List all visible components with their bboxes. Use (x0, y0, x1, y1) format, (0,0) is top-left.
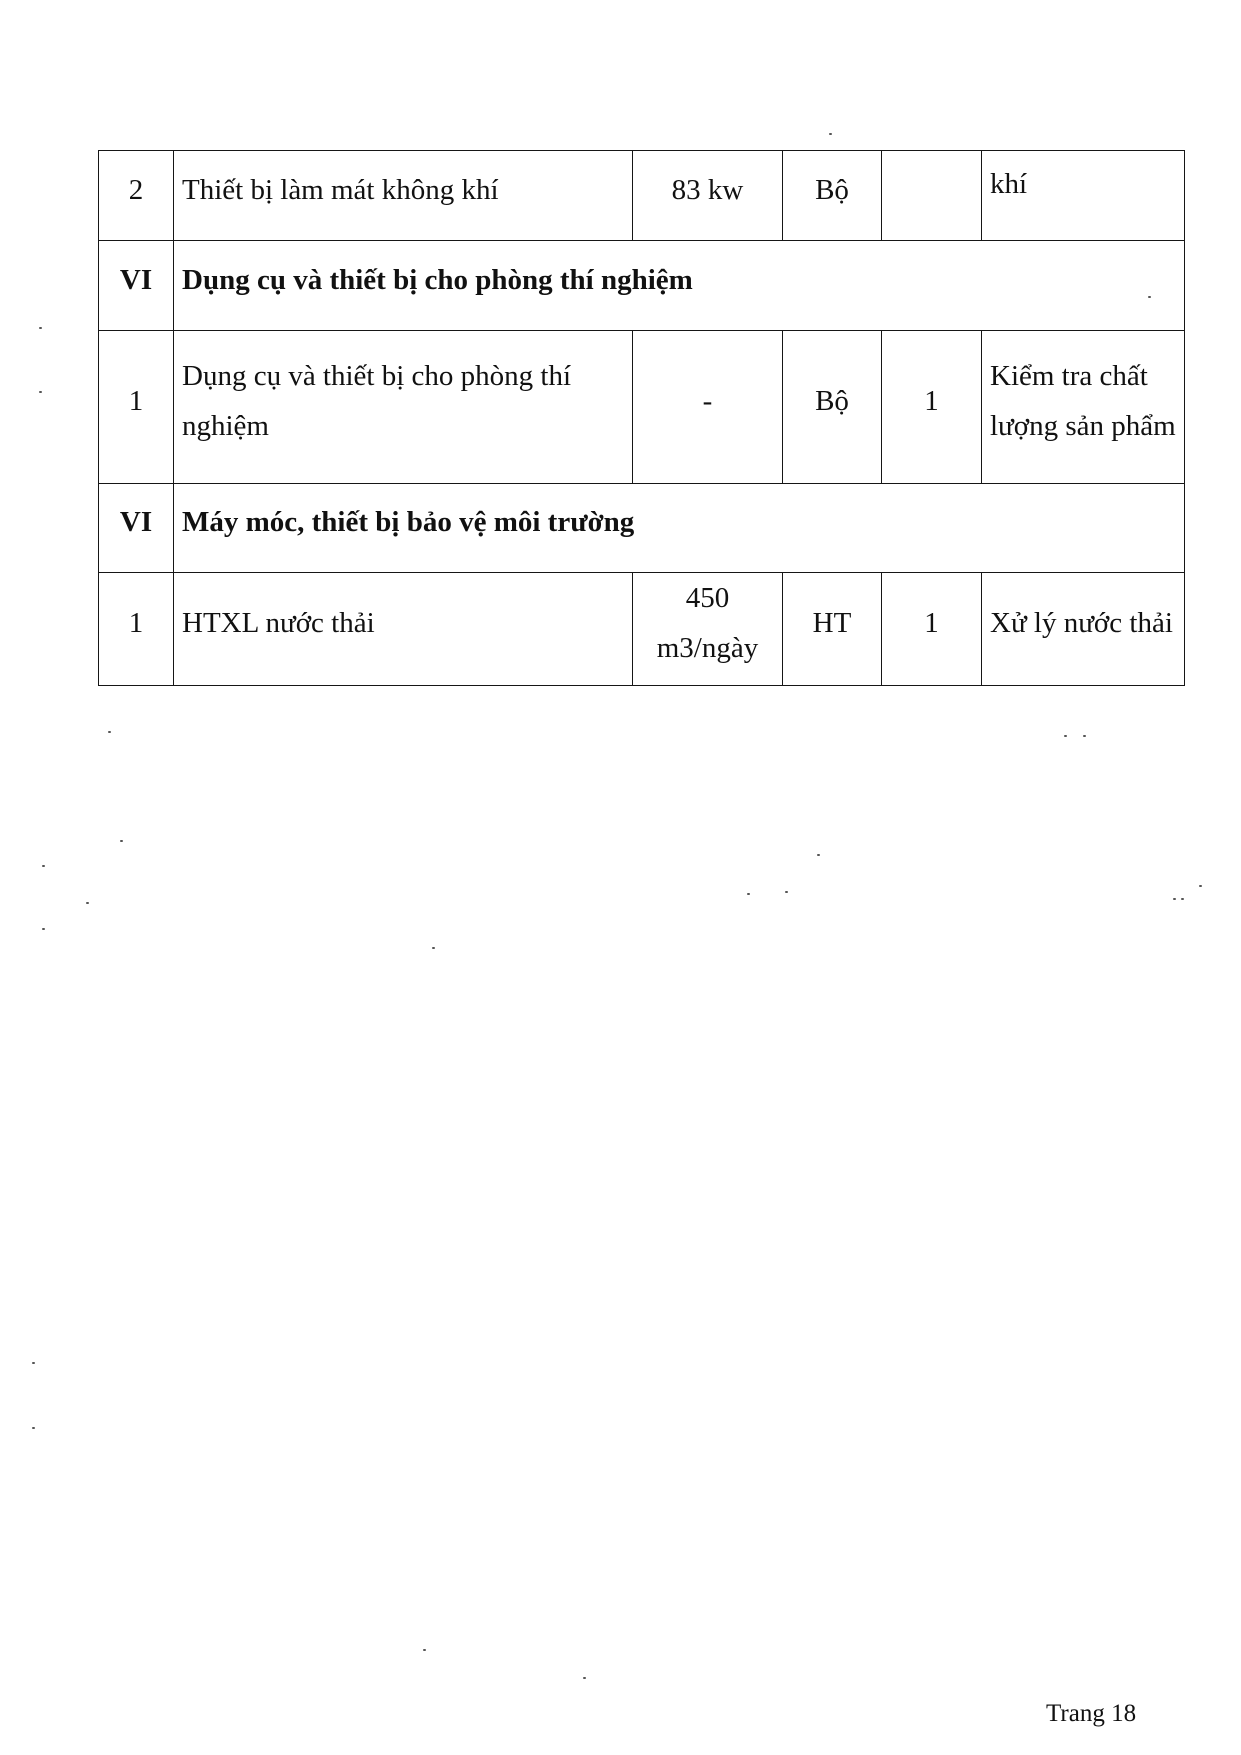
scan-speck (39, 327, 42, 329)
section-row (99, 484, 1185, 573)
cell-no: 1 (99, 331, 174, 484)
scan-speck (1173, 898, 1176, 900)
cell-name: Thiết bị làm mát không khí (174, 151, 633, 241)
cell-qty: 1 (882, 331, 982, 484)
cell-name: HTXL nước thải (174, 573, 633, 686)
scan-speck (1064, 735, 1067, 737)
cell-spec: 450 m3/ngày (633, 573, 783, 686)
scan-speck (432, 947, 435, 949)
cell-note: Xử lý nước thải (982, 573, 1185, 686)
section-number: VI (99, 241, 174, 331)
scan-speck (32, 1362, 35, 1364)
scan-speck (108, 731, 111, 733)
equipment-table (98, 150, 1185, 686)
scan-speck (1083, 735, 1086, 737)
scan-speck (583, 1677, 586, 1679)
table-row (99, 151, 1185, 241)
cell-note: Kiểm tra chất lượng sản phẩm (982, 331, 1185, 484)
cell-unit: Bộ (783, 151, 882, 241)
scan-speck (1199, 885, 1202, 887)
scan-speck (747, 893, 750, 895)
scan-speck (32, 1427, 35, 1429)
scan-speck (42, 928, 45, 930)
cell-qty: 1 (882, 573, 982, 686)
table-row (99, 573, 1185, 686)
scan-speck (86, 902, 89, 904)
scan-speck (423, 1649, 426, 1651)
section-title: Dụng cụ và thiết bị cho phòng thí nghiệm (174, 241, 1185, 331)
cell-note (982, 151, 1185, 241)
scan-speck (1181, 898, 1184, 900)
cell-no: 2 (99, 151, 174, 241)
scan-speck (39, 391, 42, 393)
table-row (99, 331, 1185, 484)
section-title: Máy móc, thiết bị bảo vệ môi trường (174, 484, 1185, 573)
section-number: VI (99, 484, 174, 573)
cell-no: 1 (99, 573, 174, 686)
cell-name: Dụng cụ và thiết bị cho phòng thí nghiệm (174, 331, 633, 484)
cell-qty (882, 151, 982, 241)
page-number: Trang 18 (1046, 1700, 1137, 1727)
cell-unit: Bộ (783, 331, 882, 484)
scan-speck (829, 133, 832, 135)
scan-speck (817, 854, 820, 856)
cell-spec: - (633, 331, 783, 484)
cell-unit: HT (783, 573, 882, 686)
scan-speck (785, 891, 788, 893)
scan-speck (42, 865, 45, 867)
section-row (99, 241, 1185, 331)
scan-speck (120, 840, 123, 842)
cell-note-text: khí (990, 167, 1028, 200)
cell-spec: 83 kw (633, 151, 783, 241)
